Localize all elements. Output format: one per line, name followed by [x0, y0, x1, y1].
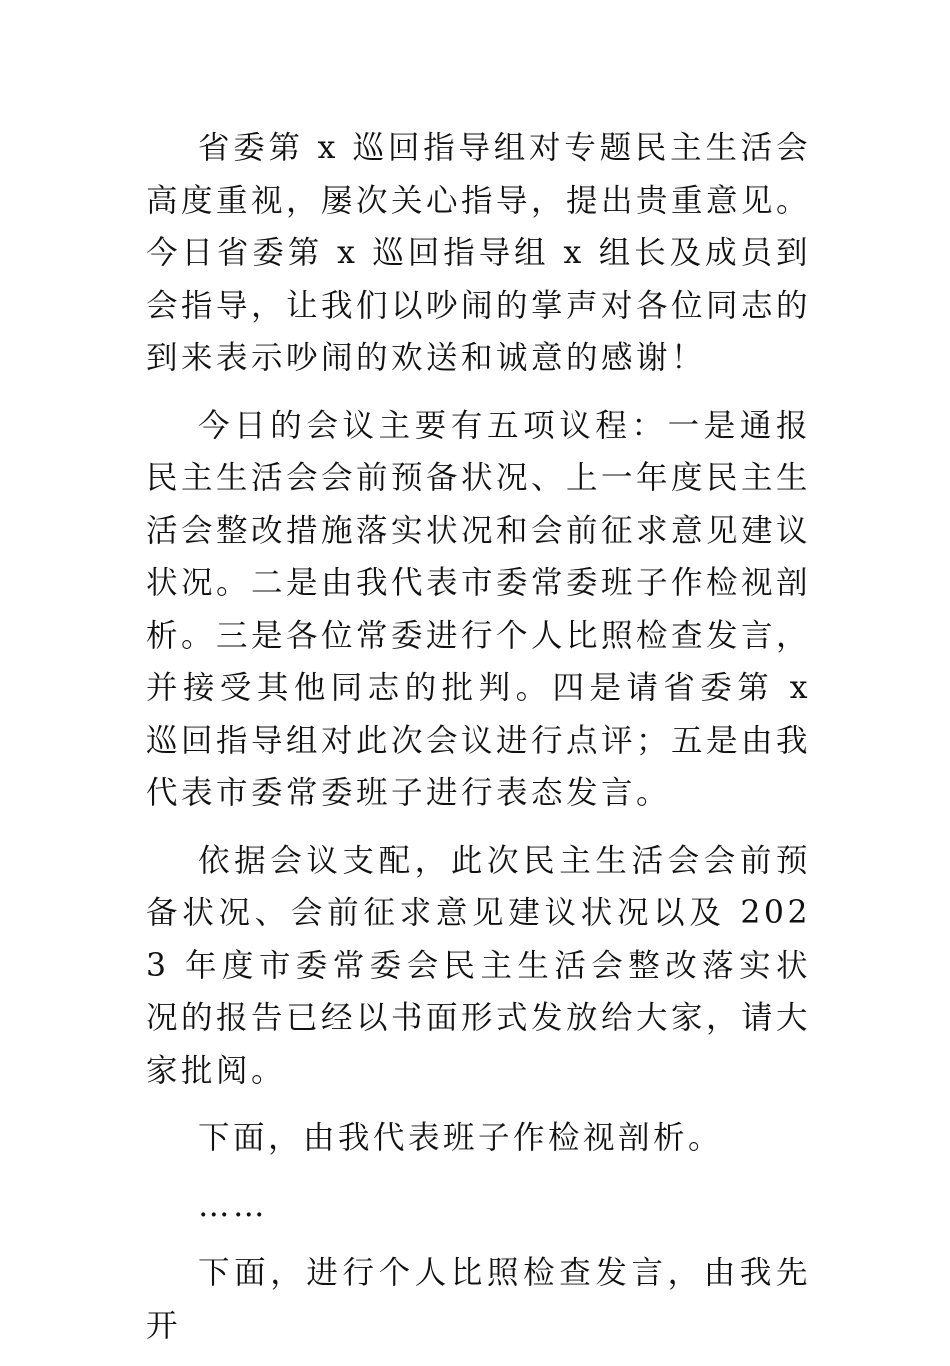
- paragraph-individual-speeches: 下面，进行个人比照检查发言，由我先开: [146, 1255, 811, 1344]
- paragraph-meeting-agenda: 今日的会议主要有五项议程：一是通报民主生活会会前预备状况、上一年度民主生活会整改措施落实状况和会前征求意见建议状况。二是由我代表市委常委班子作检视剖析。三是各位常委进行个人比照检查发言，并接受其他同志的批判。四是请省委第 x 巡回指导组对此次会议进行点评；五是由我代表市委常委班子进行表态发言。: [146, 407, 812, 811]
- document-body: [146, 122, 811, 1366]
- paragraph-ellipsis: ……: [198, 1187, 268, 1224]
- paragraph-written-reports: 依据会议支配，此次民主生活会会前预备状况、会前征求意见建议状况以及 2023 年度市委常委会民主生活会整改落实状况的报告已经以书面形式发放给大家，请大家批阅。: [146, 842, 812, 1089]
- paragraph-team-analysis: 下面，由我代表班子作检视剖析。: [198, 1120, 724, 1156]
- paragraph-guidance-group-welcome: 省委第 x 巡回指导组对专题民主生活会高度重视，屡次关心指导，提出贵重意见。今日省委第 x 巡回指导组 x 组长及成员到会指导，让我们以吵闹的掌声对各位同志的到来表示吵闹的欢送和诚意的感谢！: [146, 130, 812, 376]
